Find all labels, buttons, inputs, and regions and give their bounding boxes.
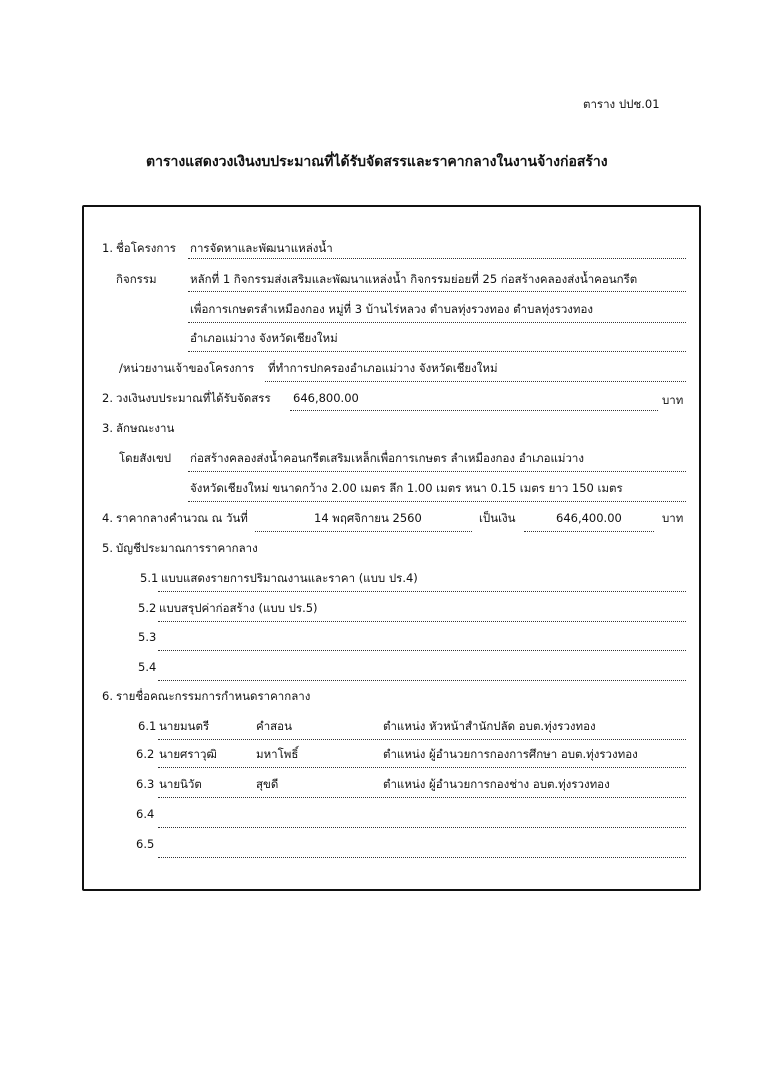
committee-label: รายชื่อคณะกรรมการกำหนดราคากลาง	[116, 689, 311, 703]
median-price-date: 14 พฤศจิกายน 2560	[314, 511, 422, 525]
nature-dotted-line-1	[188, 471, 686, 472]
committee-member-no: 6.3	[136, 777, 155, 791]
budget-unit: บาท	[662, 393, 684, 407]
document-title: ตารางแสดงวงเงินงบประมาณที่ได้รับจัดสรรและราคากลางในงานจ้างก่อสร้าง	[146, 154, 608, 170]
budget-dotted-line	[290, 410, 658, 411]
committee-member-no: 6.2	[136, 747, 155, 761]
price-item-no: 5.2	[138, 601, 157, 615]
price-item-dotted-line	[158, 650, 686, 651]
activity-line-1: หลักที่ 1 กิจกรรมส่งเสริมและพัฒนาแหล่งน้ำ กิจกรรมย่อยที่ 25 ก่อสร้างคลองส่งน้ำคอนกรีต	[190, 272, 638, 286]
price-item-text: แบบสรุปค่าก่อสร้าง (แบบ ปร.5)	[159, 601, 318, 615]
activity-dotted-line-3	[188, 351, 686, 352]
nature-summary-label: โดยสังเขป	[119, 451, 172, 465]
project-name-label: ชื่อโครงการ	[116, 241, 176, 255]
committee-member-last-name: สุขดี	[256, 777, 279, 791]
section-4-number: 4.	[102, 511, 113, 525]
median-price-unit: บาท	[662, 511, 684, 525]
committee-member-dotted-line	[158, 739, 686, 740]
committee-member-dotted-line	[158, 857, 686, 858]
project-name-dotted-line	[188, 258, 686, 259]
committee-member-no: 6.1	[138, 719, 157, 733]
form-code: ตาราง ปปช.01	[583, 97, 660, 111]
price-item-text: แบบแสดงรายการปริมาณงานและราคา (แบบ ปร.4)	[161, 571, 418, 585]
committee-member-first-name: นายมนตรี	[159, 719, 210, 733]
nature-line-2: จังหวัดเชียงใหม่ ขนาดกว้าง 2.00 เมตร ลึก 1.00 เมตร หนา 0.15 เมตร ยาว 150 เมตร	[190, 481, 623, 495]
activity-label: กิจกรรม	[116, 272, 157, 286]
section-6-number: 6.	[102, 689, 113, 703]
nature-line-1: ก่อสร้างคลองส่งน้ำคอนกรีตเสริมเหล็กเพื่อการเกษตร ลำเหมืองกอง อำเภอแม่วาง	[190, 451, 585, 465]
median-price-label: ราคากลางคำนวณ ณ วันที่	[116, 511, 248, 525]
owner-dotted-line	[265, 381, 686, 382]
median-date-dotted-line	[255, 531, 472, 532]
budget-label: วงเงินงบประมาณที่ได้รับจัดสรร	[116, 391, 271, 405]
project-name-value: การจัดหาและพัฒนาแหล่งน้ำ	[190, 241, 333, 255]
activity-dotted-line-1	[188, 291, 686, 292]
committee-member-position: ตำแหน่ง ผู้อำนวยการกองช่าง อบต.ทุ่งรวงทอง	[383, 777, 610, 791]
committee-member-first-name: นายศราวุฒิ	[159, 747, 217, 761]
median-price-amount: 646,400.00	[556, 511, 622, 525]
price-item-no: 5.1	[140, 571, 159, 585]
price-list-label: บัญชีประมาณการราคากลาง	[116, 541, 258, 555]
committee-member-first-name: นายนิวัต	[159, 777, 202, 791]
price-item-no: 5.3	[138, 630, 157, 644]
nature-dotted-line-2	[188, 501, 686, 502]
price-item-no: 5.4	[138, 660, 157, 674]
section-5-number: 5.	[102, 541, 113, 555]
median-amount-dotted-line	[524, 531, 654, 532]
committee-member-position: ตำแหน่ง หัวหน้าสำนักปลัด อบต.ทุ่งรวงทอง	[383, 719, 596, 733]
owner-label: /หน่วยงานเจ้าของโครงการ	[119, 361, 255, 375]
price-item-dotted-line	[158, 621, 686, 622]
committee-member-dotted-line	[158, 827, 686, 828]
activity-line-3: อำเภอแม่วาง จังหวัดเชียงใหม่	[190, 331, 338, 345]
budget-value: 646,800.00	[293, 391, 359, 405]
activity-dotted-line-2	[188, 322, 686, 323]
committee-member-last-name: มหาโพธิ์	[256, 747, 299, 761]
section-2-number: 2.	[102, 391, 113, 405]
owner-value: ที่ทำการปกครองอำเภอแม่วาง จังหวัดเชียงใหม่	[268, 361, 498, 375]
price-item-dotted-line	[158, 591, 686, 592]
price-item-dotted-line	[158, 680, 686, 681]
section-3-number: 3.	[102, 421, 113, 435]
committee-member-no: 6.5	[136, 837, 155, 851]
committee-member-position: ตำแหน่ง ผู้อำนวยการกองการศึกษา อบต.ทุ่งรวงทอง	[383, 747, 638, 761]
nature-label: ลักษณะงาน	[116, 421, 175, 435]
median-amount-label: เป็นเงิน	[479, 511, 516, 525]
committee-member-no: 6.4	[136, 807, 155, 821]
section-1-number: 1.	[102, 241, 113, 255]
activity-line-2: เพื่อการเกษตรลำเหมืองกอง หมู่ที่ 3 บ้านไร่หลวง ตำบลทุ่งรวงทอง ตำบลทุ่งรวงทอง	[190, 302, 593, 316]
committee-member-last-name: คำสอน	[256, 719, 292, 733]
committee-member-dotted-line	[158, 767, 686, 768]
committee-member-dotted-line	[158, 797, 686, 798]
